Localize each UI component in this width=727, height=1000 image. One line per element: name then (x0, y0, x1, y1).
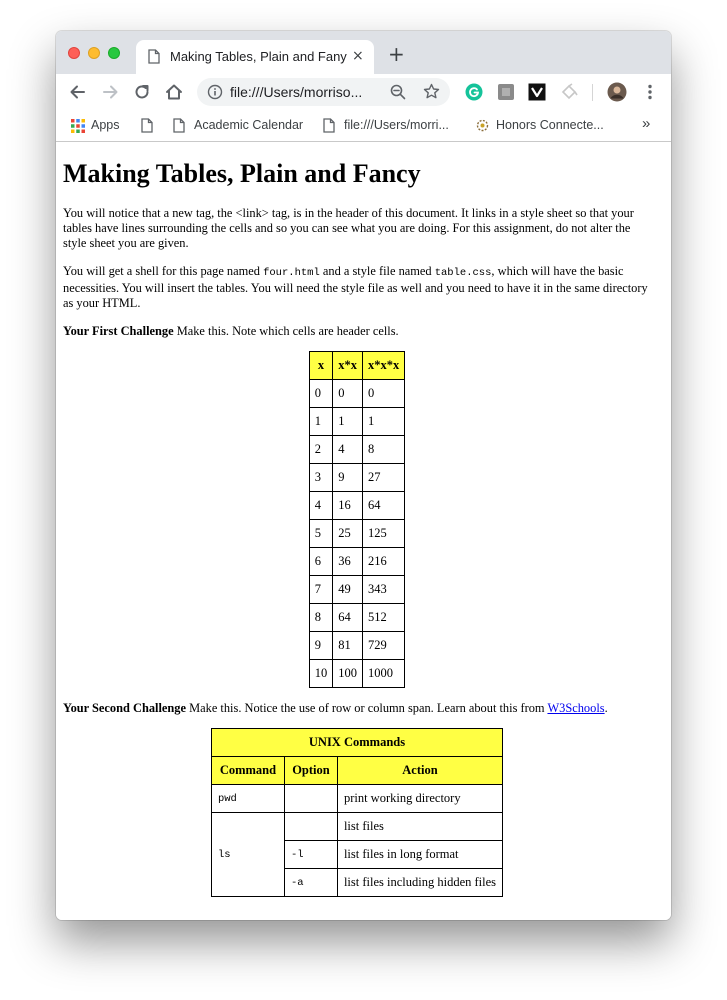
tab-title: Making Tables, Plain and Fany (170, 49, 347, 64)
table-cell: 8 (309, 604, 333, 632)
table-row (309, 576, 405, 604)
filename-css: table.css (434, 267, 492, 279)
page-title: Making Tables, Plain and Fancy (63, 159, 421, 188)
table-cell: 8 (363, 436, 405, 464)
url-text[interactable]: file:///Users/morriso... (230, 84, 363, 100)
page-icon (323, 118, 335, 133)
challenge-1-paragraph (63, 324, 651, 339)
challenge-2-text: Make this. Notice the use of row or column span. Learn about this from (186, 701, 548, 715)
command-cell: ls (211, 813, 284, 897)
table-header-row (309, 352, 405, 380)
w3schools-link[interactable]: W3Schools (547, 701, 605, 715)
table-cell: 100 (333, 660, 363, 688)
shell-text-2: and a style file named (319, 264, 435, 278)
table-row (309, 548, 405, 576)
bookmarks-overflow-icon[interactable]: » (642, 115, 651, 132)
table-row (211, 785, 502, 813)
table-cell: 64 (333, 604, 363, 632)
table-cell: 0 (333, 380, 363, 408)
shell-text-1: You will get a shell for this page named (63, 264, 264, 278)
table-cell: 1000 (363, 660, 405, 688)
table-row (309, 436, 405, 464)
table-row (309, 408, 405, 436)
address-bar[interactable] (197, 78, 450, 106)
table-cell: 2 (309, 436, 333, 464)
challenge-2-paragraph (63, 701, 651, 716)
table-cell: 216 (363, 548, 405, 576)
table-cell: 343 (363, 576, 405, 604)
profile-avatar-icon[interactable] (607, 82, 627, 102)
bookmark-honors[interactable] (475, 117, 615, 135)
option-cell (284, 785, 337, 813)
challenge-2-label: Your Second Challenge (63, 701, 187, 715)
table-cell: 1 (333, 408, 363, 436)
forward-arrow-icon[interactable] (100, 82, 120, 102)
shell-text-3: , which will have the basic necessities. You will insert the tables. You will need the style file as well and you need to have it in the same directory as your HTML. (63, 264, 648, 310)
table-row (309, 492, 405, 520)
home-icon[interactable] (164, 82, 184, 102)
option-cell: -a (284, 869, 337, 897)
bookmark-label: Honors Connecte... (496, 118, 604, 132)
table-cell: 81 (333, 632, 363, 660)
bookmark-label: Academic Calendar (194, 118, 304, 132)
table-cell: 4 (309, 492, 333, 520)
table-cell: 10 (309, 660, 333, 688)
table-cell: 5 (309, 520, 333, 548)
header-cell: x (309, 352, 333, 380)
table-cell: 49 (333, 576, 363, 604)
table-row (309, 464, 405, 492)
challenge-2-end: . (604, 701, 608, 715)
bookmark-blank[interactable] (141, 117, 159, 135)
back-arrow-icon[interactable] (68, 82, 88, 102)
challenge-1-label: Your First Challenge (63, 324, 174, 338)
intro-paragraph: You will notice that a new tag, the <link> tag, is in the header of this document. It links in a style sheet so that your tables have lines surrounding the cells and so you can see what you are doing. For this assignment, do not alter the style sheet you are given. (63, 206, 634, 250)
table-row (211, 813, 502, 841)
unix-commands-table (211, 728, 503, 897)
vimeo-ext-icon[interactable] (528, 83, 546, 101)
bookmark-file[interactable] (323, 117, 463, 135)
table-cell: 7 (309, 576, 333, 604)
kebab-menu-icon[interactable] (640, 82, 660, 102)
table-row (309, 660, 405, 688)
table-cell: 1 (309, 408, 333, 436)
table-cell: 36 (333, 548, 363, 576)
action-cell: list files including hidden files (337, 869, 502, 897)
reload-icon[interactable] (132, 82, 152, 102)
filename-html: four.html (263, 267, 320, 279)
action-cell: list files (337, 813, 502, 841)
table-cell: 0 (363, 380, 405, 408)
table-row (309, 380, 405, 408)
table-cell: 512 (363, 604, 405, 632)
gear-badge-icon (475, 118, 490, 133)
action-cell: list files in long format (337, 841, 502, 869)
header-cell: x*x*x (363, 352, 405, 380)
page-icon (141, 118, 153, 133)
bookmark-label: Apps (91, 118, 120, 132)
grammarly-icon[interactable] (465, 83, 483, 101)
page-icon (148, 49, 160, 64)
bookmark-apps[interactable] (70, 117, 130, 135)
star-icon[interactable] (423, 83, 440, 100)
shell-paragraph (63, 264, 651, 311)
header-cell: Command (211, 757, 284, 785)
table-caption-row (211, 729, 502, 757)
table-row (309, 604, 405, 632)
tab-close-icon[interactable]: × (352, 48, 364, 64)
table-cell: 6 (309, 548, 333, 576)
page-content (63, 142, 651, 897)
option-cell (284, 813, 337, 841)
table-caption: UNIX Commands (211, 729, 502, 757)
page-icon (173, 118, 185, 133)
info-icon[interactable] (207, 84, 223, 100)
minimize-window-button[interactable] (88, 47, 100, 59)
table-cell: 9 (309, 632, 333, 660)
header-cell: Option (284, 757, 337, 785)
tab-strip (56, 31, 671, 74)
toolbar (56, 74, 671, 110)
header-cell: Action (337, 757, 502, 785)
bookmark-label: file:///Users/morri... (344, 118, 449, 132)
header-cell: x*x (333, 352, 363, 380)
table-cell: 25 (333, 520, 363, 548)
table-cell: 1 (363, 408, 405, 436)
apps-grid-icon (70, 118, 86, 134)
table-cell: 0 (309, 380, 333, 408)
table-cell: 64 (363, 492, 405, 520)
extension-gray-icon[interactable] (497, 83, 515, 101)
toolbar-divider (592, 84, 593, 101)
bookmark-academic-calendar[interactable] (173, 117, 313, 135)
bookmarks-bar (56, 110, 671, 142)
table-cell: 729 (363, 632, 405, 660)
challenge-1-text: Make this. Note which cells are header cells. (173, 324, 399, 338)
close-window-button[interactable] (68, 47, 80, 59)
table-cell: 4 (333, 436, 363, 464)
puzzle-ext-icon[interactable] (560, 83, 578, 101)
zoom-out-icon[interactable] (390, 84, 406, 100)
table-cell: 27 (363, 464, 405, 492)
table-cell: 125 (363, 520, 405, 548)
zoom-window-button[interactable] (108, 47, 120, 59)
powers-table (309, 351, 406, 688)
action-cell: print working directory (337, 785, 502, 813)
table-row (309, 520, 405, 548)
tab-active[interactable] (136, 40, 374, 74)
web-page (56, 142, 671, 920)
new-tab-button[interactable]: + (388, 42, 405, 66)
browser-window (56, 31, 671, 920)
command-cell: pwd (211, 785, 284, 813)
table-cell: 16 (333, 492, 363, 520)
table-header-row (211, 757, 502, 785)
option-cell: -l (284, 841, 337, 869)
table-cell: 9 (333, 464, 363, 492)
table-row (309, 632, 405, 660)
table-cell: 3 (309, 464, 333, 492)
